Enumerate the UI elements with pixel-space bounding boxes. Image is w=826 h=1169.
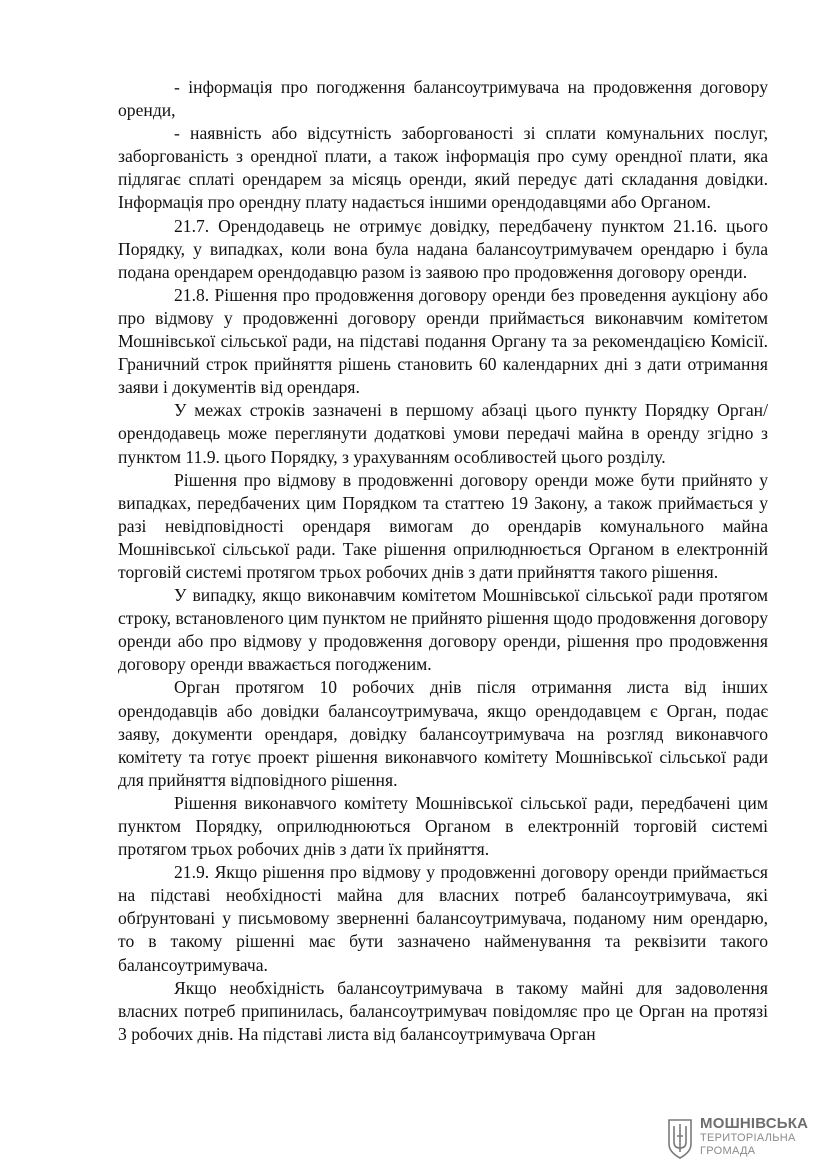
paragraph: Рішення виконавчого комітету Мошнівської сільської ради, передбачені цим пунктом Порядку, оприлюднюються Органом в електронній торговій системі протягом трьох робочих днів з дати їх прийняття. (118, 792, 768, 860)
logo-subtitle: ТЕРИТОРІАЛЬНА (700, 1132, 796, 1144)
logo-text (700, 1116, 816, 1158)
document-body (118, 76, 768, 1046)
paragraph: У межах строків зазначені в першому абзаці цього пункту Порядку Орган/орендодавець може переглянути додаткові умови передачі майна в оренду згідно з пунктом 11.9. цього Порядку, з урахуванням особливостей цього розділу. (118, 400, 768, 467)
trident-icon (666, 1116, 694, 1160)
paragraph: - інформація про погодження балансоутримувача на продовження договору оренди, (118, 77, 768, 121)
logo-title: МОШНІВСЬКА (700, 1115, 809, 1132)
paragraph: 21.9. Якщо рішення про відмову у продовженні договору оренди приймається на підставі необхідності майна для власних потреб балансоутримувача, які обґрунтовані у письмовому зверненні балансоутримувача, поданому ним орендарю, то в такому рішенні має бути зазначено найменування та реквізити такого балансоутримувача. (118, 862, 768, 975)
community-logo (666, 1116, 816, 1164)
paragraph: 21.8. Рішення про продовження договору оренди без проведення аукціону або про відмову у продовженні договору оренди приймається виконавчим комітетом Мошнівської сільської ради, на підставі подання Органу та за рекомендацією Комісії. Граничний строк прийняття рішень становить 60 календарних дні з дати отримання заяви і документів від орендаря. (118, 284, 768, 398)
paragraph: Орган протягом 10 робочих днів після отримання листа від інших орендодавців або довідки балансоутримувача, якщо орендодавцем є Орган, подає заяву, документи орендаря, довідку балансоутримувача на розгляд виконавчого комітету та готує проект рішення виконавчого комітету Мошнівської сільської ради для прийняття відповідного рішення. (118, 677, 768, 790)
paragraph: Рішення про відмову в продовженні договору оренди може бути прийнято у випадках, передбачених цим Порядком та статтею 19 Закону, а також приймається у разі невідповідності орендаря вимогам до орендарів комунального майна Мошнівської сільської ради. Таке рішення оприлюднюється Органом в електронній торговій системі протягом трьох робочих днів з дати прийняття такого рішення. (118, 469, 768, 582)
paragraph: У випадку, якщо виконавчим комітетом Мошнівської сільської ради протягом строку, встановленого цим пунктом не прийнято рішення щодо продовження договору оренди або про відмову у продовження договору оренди, рішення про продовження договору оренди вважається погодженим. (118, 585, 768, 675)
paragraph: - наявність або відсутність заборгованості зі сплати комунальних послуг, заборгованість з орендної плати, а також інформація про суму орендної плати, яка підлягає сплаті орендарем за місяць оренди, який передує даті складання довідки. Інформація про орендну плату надається іншими орендодавцями або Органом. (118, 123, 768, 213)
paragraph: Якщо необхідність балансоутримувача в такому майні для задоволення власних потреб припинилась, балансоутримувач повідомляє про це Орган на протязі 3 робочих днів. На підставі листа від балансоутримувача Орган (118, 977, 768, 1044)
paragraph: 21.7. Орендодавець не отримує довідку, передбачену пунктом 21.16. цього Порядку, у випадках, коли вона була надана балансоутримувачем орендарю і була подана орендарем орендодавцю разом із заявою про продовження договору оренди. (118, 215, 768, 282)
logo-subtitle: ГРОМАДА (700, 1145, 756, 1157)
